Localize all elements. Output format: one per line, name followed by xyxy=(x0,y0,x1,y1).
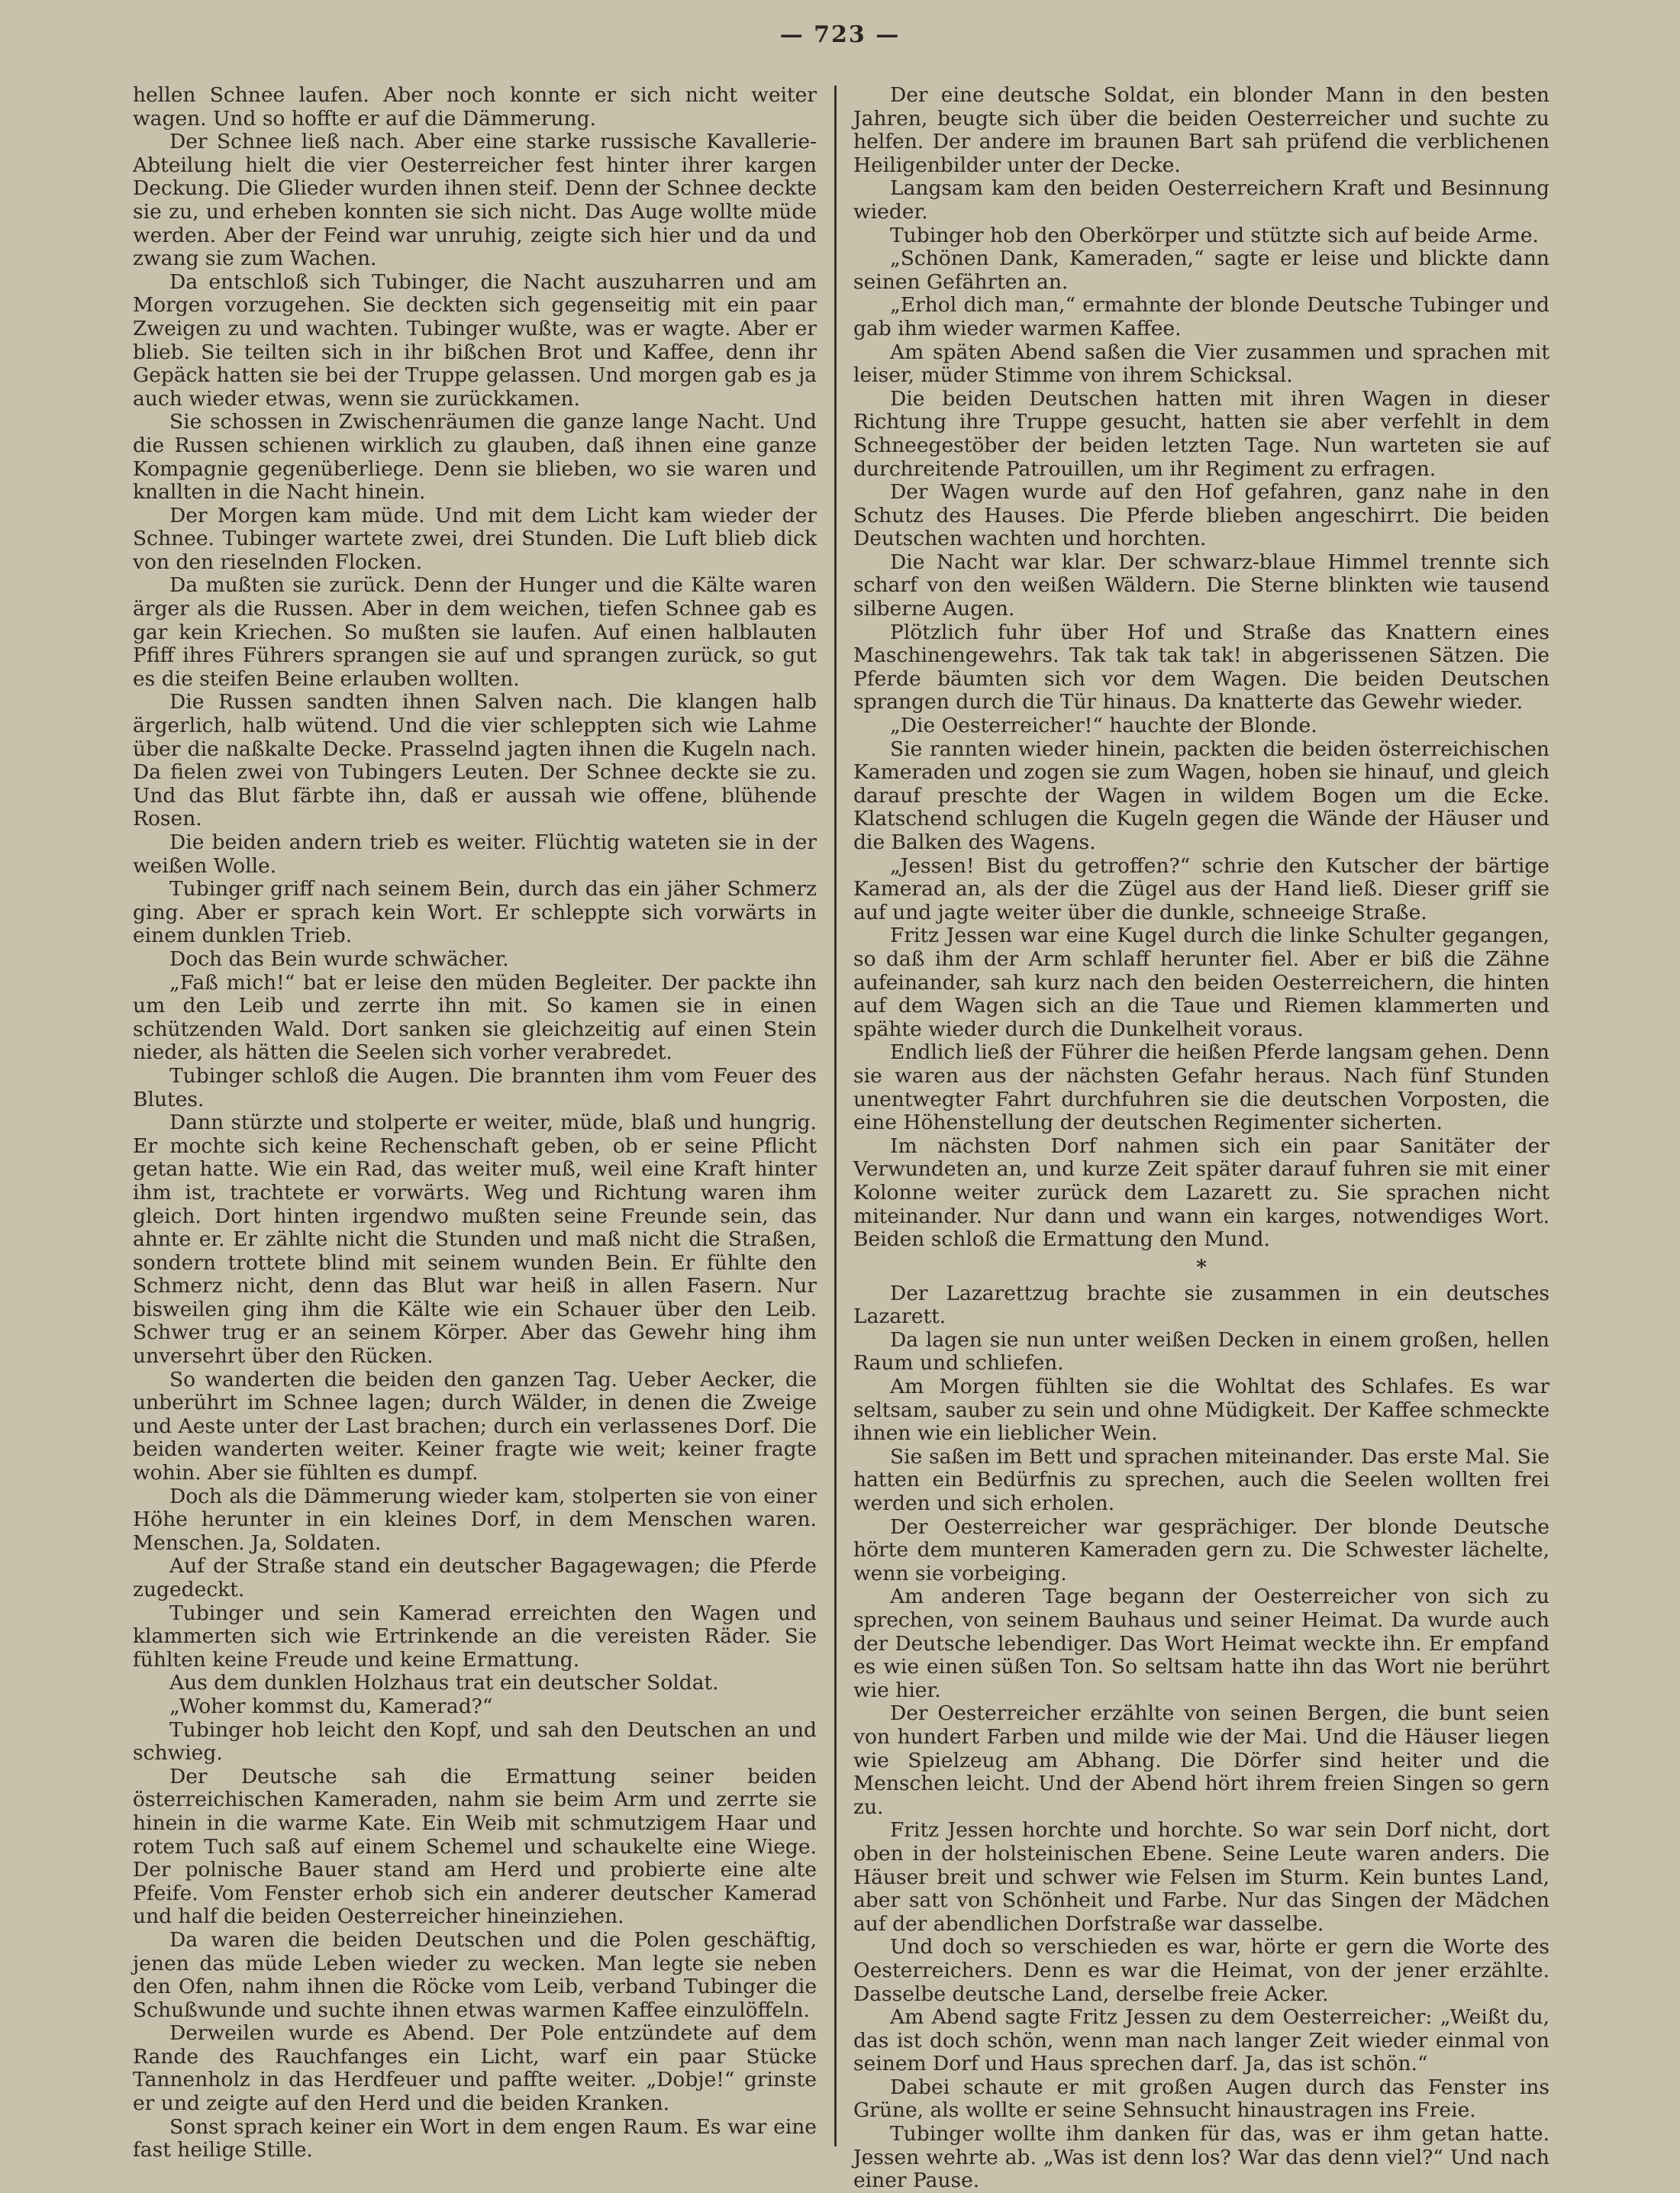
paragraph: Tubinger griff nach seinem Bein, durch das ein jäher Schmerz ging. Aber er sprach kein Wort. Er schleppte sich vorwärts in einem dunklen Trieb. xyxy=(133,877,817,948)
paragraph: Am Abend sagte Fritz Jessen zu dem Oesterreicher: „Weißt du, das ist doch schön, wenn man nach langer Zeit wieder einmal von seinem Dorf und Haus sprechen darf. Ja, das ist schön.“ xyxy=(853,2005,1549,2076)
paragraph: Tubinger und sein Kamerad erreichten den Wagen und klammerten sich wie Ertrinkende an die vereisten Räder. Sie fühlten keine Freude und keine Ermattung. xyxy=(133,1601,817,1672)
paragraph: Da lagen sie nun unter weißen Decken in einem großen, hellen Raum und schliefen. xyxy=(853,1327,1549,1375)
paragraph: So wanderten die beiden den ganzen Tag. Ueber Aecker, die unberührt im Schnee lagen; durch Wälder, in denen die Zweige und Aeste unter der Last brachen; durch ein verlassenes Dorf. Die beiden wanderten weiter. Keiner fragte wie weit; keiner fragte wohin. Aber sie fühlten es dumpf. xyxy=(133,1367,817,1485)
right-column xyxy=(853,83,1549,2193)
paragraph: Der Oesterreicher war gesprächiger. Der blonde Deutsche hörte dem munteren Kameraden gern zu. Die Schwester lächelte, wenn sie vorbeiging. xyxy=(853,1514,1549,1585)
paragraph: Die beiden andern trieb es weiter. Flüchtig wateten sie in der weißen Wolle. xyxy=(133,830,817,878)
paragraph: „Die Oesterreicher!“ hauchte der Blonde. xyxy=(890,714,1317,738)
paragraph: Langsam kam den beiden Oesterreichern Kraft und Besinnung wieder. xyxy=(853,176,1549,224)
paragraph: Tubinger schloß die Augen. Die brannten ihm vom Feuer des Blutes. xyxy=(133,1063,817,1111)
paragraph: Dabei schaute er mit großen Augen durch das Fenster ins Grüne, als wollte er seine Sehnsucht hinaustragen ins Freie. xyxy=(853,2075,1549,2123)
section-break: * xyxy=(1196,1256,1207,1279)
paragraph: Endlich ließ der Führer die heißen Pferde langsam gehen. Denn sie waren aus der nächsten Gefahr heraus. Nach fünf Stunden unentwegter Fahrt durchfuhren sie die deutschen Vorposten, die eine Höhenstellung der deutschen Regimenter sicherten. xyxy=(853,1040,1549,1135)
paragraph: Tubinger wollte ihm danken für das, was er ihm getan hatte. Jessen wehrte ab. „Was ist denn los? War das denn viel?“ Und nach einer Pause. xyxy=(853,2122,1549,2193)
paragraph: „Jessen! Bist du getroffen?“ schrie den Kutscher der bärtige Kamerad an, als der die Zügel aus der Hand ließ. Dieser griff sie auf und jagte weiter über die dunkle, schneeige Straße. xyxy=(853,853,1549,924)
paragraph: Doch als die Dämmerung wieder kam, stolperten sie von einer Höhe herunter in ein kleines Dorf, in dem Menschen waren. Menschen. Ja, Soldaten. xyxy=(133,1484,817,1555)
paragraph: Die beiden Deutschen hatten mit ihren Wagen in dieser Richtung ihre Truppe gesucht, hatten sie aber verfehlt in dem Schneegestöber der beiden letzten Tage. Nun warteten sie auf durchreitende Patrouillen, um ihr Regiment zu erfragen. xyxy=(853,386,1549,481)
paragraph: Im nächsten Dorf nahmen sich ein paar Sanitäter der Verwundeten an, und kurze Zeit später darauf fuhren sie mit einer Kolonne weiter zurück dem Lazarett zu. Sie sprachen nicht miteinander. Nur dann und wann ein karges, notwendiges Wort. Beiden schloß die Ermattung den Mund. xyxy=(853,1134,1549,1252)
paragraph: Derweilen wurde es Abend. Der Pole entzündete auf dem Rande des Rauchfanges ein Licht, warf ein paar Stücke Tannenholz in das Herdfeuer und paffte weiter. „Dobje!“ grinste er und zeigte auf den Herd und die beiden Kranken. xyxy=(133,2021,817,2116)
paragraph: Am späten Abend saßen die Vier zusammen und sprachen mit leiser, müder Stimme von ihrem Schicksal. xyxy=(853,340,1549,388)
paragraph: Der Schnee ließ nach. Aber eine starke russische Kavallerie-Abteilung hielt die vier Oesterreicher fest hinter ihrer kargen Deckung. Die Glieder wurden ihnen steif. Denn der Schnee deckte sie zu, und erheben konnten sie sich nicht. Das Auge wollte müde werden. Aber der Feind war unruhig, zeigte sich hier und da und zwang sie zum Wachen. xyxy=(133,130,817,271)
paragraph: „Schönen Dank, Kameraden,“ sagte er leise und blickte dann seinen Gefährten an. xyxy=(853,247,1549,294)
paragraph: Auf der Straße stand ein deutscher Bagagewagen; die Pferde zugedeckt. xyxy=(133,1554,817,1601)
paragraph: Der Lazarettzug brachte sie zusammen in ein deutsches Lazarett. xyxy=(853,1281,1549,1329)
paragraph: Der Oesterreicher erzählte von seinen Bergen, die bunt seien von hundert Farben und milde wie der Mai. Und die Häuser liegen wie Spielzeug am Abhang. Die Dörfer sind heiter und die Menschen leicht. Und der Abend hört ihrem freien Singen so gern zu. xyxy=(853,1701,1549,1819)
paragraph: Der Deutsche sah die Ermattung seiner beiden österreichischen Kameraden, nahm sie beim Arm und zerrte sie hinein in die warme Kate. Ein Weib mit schmutzigem Haar und rotem Tuch saß auf einem Schemel und schaukelte eine Wiege. Der polnische Bauer stand am Herd und probierte eine alte Pfeife. Vom Fenster erhob sich ein anderer deutscher Kamerad und half die beiden Oesterreicher hineinziehen. xyxy=(133,1764,817,1929)
paragraph: Fritz Jessen horchte und horchte. So war sein Dorf nicht, dort oben in der holsteinischen Ebene. Seine Leute waren anders. Die Häuser breit und schwer wie Felsen im Sturm. Kein buntes Land, aber satt von Schönheit und Farbe. Nur das Singen der Mädchen auf der abendlichen Dorfstraße war dasselbe. xyxy=(853,1818,1549,1936)
paragraph: Da entschloß sich Tubinger, die Nacht auszuharren und am Morgen vorzugehen. Sie deckten sich gegenseitig mit ein paar Zweigen zu und wachten. Tubinger wußte, was er wagte. Aber er blieb. Sie teilten sich in ihr bißchen Brot und Kaffee, denn ihr Gepäck hatten sie bei der Truppe gelassen. Und morgen gab es ja auch wieder etwas, wenn sie zurückkamen. xyxy=(133,269,817,411)
paragraph: Tubinger hob leicht den Kopf, und sah den Deutschen an und schwieg. xyxy=(133,1717,817,1766)
paragraph: Doch das Bein wurde schwächer. xyxy=(169,947,509,971)
left-column xyxy=(133,83,817,2162)
paragraph: Tubinger hob den Oberkörper und stützte sich auf beide Arme. xyxy=(890,223,1539,247)
paragraph: Die Russen sandten ihnen Salven nach. Die klangen halb ärgerlich, halb wütend. Und die vier schleppten sich wie Lahme über die naßkalte Decke. Prasselnd jagten ihnen die Kugeln nach. Da fielen zwei von Tubingers Leuten. Der Schnee deckte sie zu. Und das Blut färbte ihn, daß er aussah wie offene, blühende Rosen. xyxy=(133,690,817,831)
paragraph: „Faß mich!“ bat er leise den müden Begleiter. Der packte ihn um den Leib und zerrte ihn mit. So kamen sie in einen schützenden Wald. Dort sanken sie gleichzeitig auf einen Stein nieder, als hätten die Seelen sich vorher verabredet. xyxy=(133,970,817,1065)
paragraph: Am anderen Tage begann der Oesterreicher von sich zu sprechen, von seinem Bauhaus und seiner Heimat. Da wurde auch der Deutsche lebendiger. Das Wort Heimat weckte ihn. Er empfand es wie einen süßen Ton. So seltsam hatte ihn das Wort nie berührt wie hier. xyxy=(853,1585,1549,1702)
paragraph: Da waren die beiden Deutschen und die Polen geschäftig, jenen das müde Leben wieder zu wecken. Man legte sie neben den Ofen, nahm ihnen die Röcke vom Leib, verband Tubinger die Schußwunde und suchte ihnen etwas warmen Kaffee einzulöffeln. xyxy=(133,1927,817,2022)
paragraph: Aus dem dunklen Holzhaus trat ein deutscher Soldat. xyxy=(169,1671,719,1695)
paragraph: Sonst sprach keiner ein Wort in dem engen Raum. Es war eine fast heilige Stille. xyxy=(133,2114,817,2162)
paragraph: Sie rannten wieder hinein, packten die beiden österreichischen Kameraden und zogen sie zum Wagen, hoben sie hinauf, und gleich darauf preschte der Wagen in wildem Bogen um die Ecke. Klatschend schlugen die Kugeln gegen die Wände der Häuser und die Balken des Wagens. xyxy=(853,737,1549,854)
paragraph: „Erhol dich man,“ ermahnte der blonde Deutsche Tubinger und gab ihm wieder warmen Kaffee. xyxy=(853,293,1549,340)
paragraph: „Woher kommst du, Kamerad?“ xyxy=(169,1694,493,1718)
paragraph: Der Morgen kam müde. Und mit dem Licht kam wieder der Schnee. Tubinger wartete zwei, drei Stunden. Die Luft blieb dick von den rieselnden Flocken. xyxy=(133,503,817,574)
paragraph: Der Wagen wurde auf den Hof gefahren, ganz nahe in den Schutz des Hauses. Die Pferde blieben angeschirrt. Die beiden Deutschen wachten und horchten. xyxy=(853,480,1549,551)
page-number: — 723 — xyxy=(779,21,901,48)
paragraph: Da mußten sie zurück. Denn der Hunger und die Kälte waren ärger als die Russen. Aber in dem weichen, tiefen Schnee gab es gar kein Kriechen. So mußten sie laufen. Auf einen halblauten Pfiff ihres Führers sprangen sie auf und sprangen zurück, so gut es die steifen Beine erlauben wollten. xyxy=(133,573,817,691)
paragraph: Sie schossen in Zwischenräumen die ganze lange Nacht. Und die Russen schienen wirklich zu glauben, daß ihnen eine ganze Kompagnie gegenüberliege. Denn sie blieben, wo sie waren und knallten in die Nacht hinein. xyxy=(133,410,817,505)
paragraph: Plötzlich fuhr über Hof und Straße das Knattern eines Maschinengewehrs. Tak tak tak tak! in abgerissenen Sätzen. Die Pferde bäumten sich vor dem Wagen. Die beiden Deutschen sprangen durch die Tür hinaus. Da knatterte das Gewehr wieder. xyxy=(853,620,1549,714)
paragraph: Fritz Jessen war eine Kugel durch die linke Schulter gegangen, so daß ihm der Arm schlaff herunter fiel. Aber er biß die Zähne aufeinander, sah kurz nach den beiden Oesterreichern, die hinten auf dem Wagen sich an die Taue und Riemen klammerten und spähte wieder durch die Dunkelheit voraus. xyxy=(853,924,1549,1041)
paragraph: Der eine deutsche Soldat, ein blonder Mann in den besten Jahren, beugte sich über die beiden Oesterreicher und suchte zu helfen. Der andere im braunen Bart sah prüfend die verblichenen Heiligenbilder unter der Decke. xyxy=(853,83,1549,177)
paragraph: Und doch so verschieden es war, hörte er gern die Worte des Oesterreichers. Denn es war die Heimat, von der jener erzählte. Dasselbe deutsche Land, derselbe freie Acker. xyxy=(853,1935,1549,2006)
paragraph: hellen Schnee laufen. Aber noch konnte er sich nicht weiter wagen. Und so hoffte er auf die Dämmerung. xyxy=(133,83,817,131)
paragraph: Sie saßen im Bett und sprachen miteinander. Das erste Mal. Sie hatten ein Bedürfnis zu sprechen, auch die Seelen wollten frei werden und sich erholen. xyxy=(853,1444,1549,1516)
column-divider xyxy=(834,85,837,2146)
paragraph: Am Morgen fühlten sie die Wohltat des Schlafes. Es war seltsam, sauber zu sein und ohne Müdigkeit. Der Kaffee schmeckte ihnen wie ein lieblicher Wein. xyxy=(853,1375,1549,1446)
paragraph: Die Nacht war klar. Der schwarz-blaue Himmel trennte sich scharf von den weißen Wäldern. Die Sterne blinkten wie tausend silberne Augen. xyxy=(853,550,1549,621)
paragraph: Dann stürzte und stolperte er weiter, müde, blaß und hungrig. Er mochte sich keine Rechenschaft geben, ob er seine Pflicht getan hatte. Wie ein Rad, das weiter muß, weil eine Kraft hinter ihm ist, trachtete er vorwärts. Weg und Richtung waren ihm gleich. Dort hinten irgendwo mußten seine Freunde sein, das ahnte er. Er zählte nicht die Stunden und maß nicht die Straßen, sondern trottete blind mit seinem wunden Bein. Er fühlte den Schmerz nicht, denn das Blut war heiß in allen Fasern. Nur bisweilen ging ihm die Kälte wie ein Schauer über den Leib. Schwer trug er an seinem Körper. Aber das Gewehr hing ihm unversehrt über den Rücken. xyxy=(133,1111,817,1369)
